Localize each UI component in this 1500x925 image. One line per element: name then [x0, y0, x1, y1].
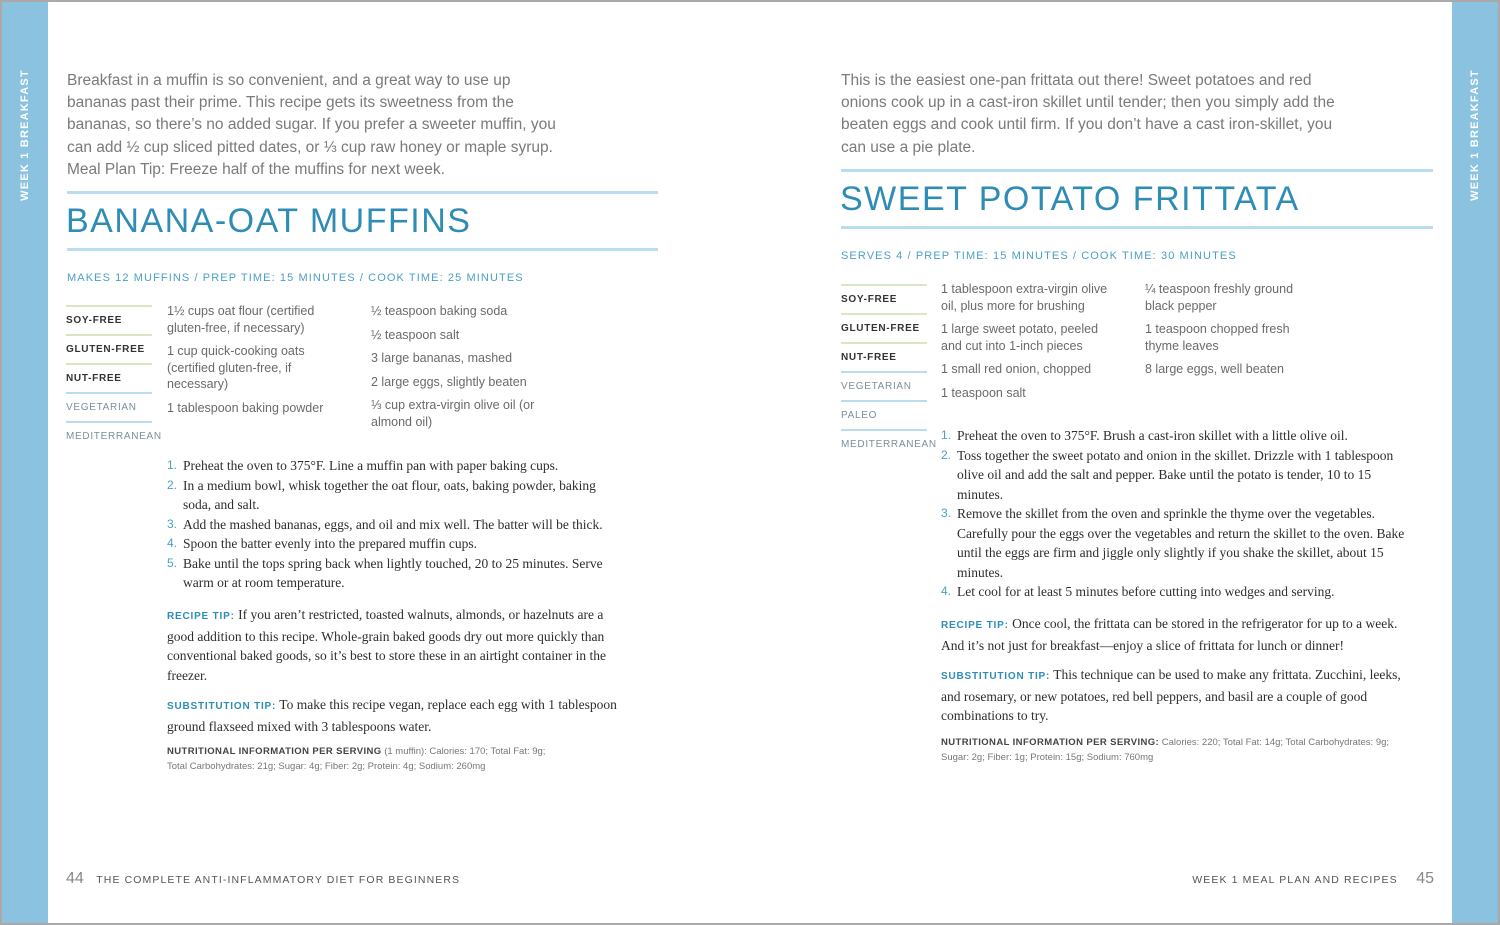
left-recipe-title: BANANA-OAT MUFFINS	[66, 202, 472, 240]
right-title-bottom-rule	[841, 226, 1433, 229]
right-diet-tags	[841, 284, 937, 458]
tag-paleo: PALEO	[841, 400, 927, 429]
step-text: Remove the skillet from the oven and sprinkle the thyme over the vegetables. Carefully pour the eggs over the vegetables and return the skillet to the oven. Bake until the eggs are firm and jiggle only slightly if you shake the skillet, about 15 minutes.	[957, 506, 1405, 580]
ingredient-item: 1 large sweet potato, peeled and cut into 1-inch pieces	[941, 322, 1099, 353]
step-number: 4.	[941, 584, 952, 598]
ingredient-item: ½ teaspoon baking soda	[371, 304, 508, 318]
recipe-tip-label: RECIPE TIP:	[167, 611, 235, 622]
tag-gluten-free: GLUTEN-FREE	[66, 334, 152, 363]
left-ingredients-col1	[167, 303, 337, 423]
right-recipe-meta: SERVES 4 / PREP TIME: 15 MINUTES / COOK TIME: 30 MINUTES	[841, 250, 1237, 262]
step-text: Preheat the oven to 375°F. Brush a cast-iron skillet with a little olive oil.	[957, 428, 1348, 443]
ingredient-item: 1 tablespoon baking powder	[167, 400, 324, 415]
left-steps	[167, 456, 627, 593]
right-side-label: WEEK 1 BREAKFAST	[1469, 69, 1481, 201]
ingredient-item: 1 teaspoon chopped fresh thyme leaves	[1145, 322, 1290, 353]
step-item	[941, 582, 1411, 602]
ingredient-item: 1½ cups oat flour (certified gluten-free, if necessary)	[167, 304, 315, 335]
recipe-tip-text: If you aren’t restricted, toasted walnuts, almonds, or hazelnuts are a good addition to this recipe. Whole-grain baked goods dry out more quickly than conventional baked goods, so it’s best to store these in an airtight container in the freezer.	[167, 607, 607, 683]
right-nutrition	[941, 736, 1406, 765]
tag-soy-free: SOY-FREE	[841, 284, 927, 313]
step-number: 2.	[167, 477, 178, 492]
tag-mediterranean: MEDITERRANEAN	[841, 429, 927, 458]
left-side-label: WEEK 1 BREAKFAST	[19, 69, 31, 201]
step-item	[167, 456, 627, 476]
nutrition-label: NUTRITIONAL INFORMATION PER SERVING:	[941, 737, 1160, 748]
left-title-bottom-rule	[67, 248, 658, 251]
left-ingredients-col2	[371, 303, 536, 437]
step-item	[167, 515, 627, 535]
footer-section-title: WEEK 1 MEAL PLAN AND RECIPES	[1192, 874, 1398, 886]
step-text: Add the mashed bananas, eggs, and oil and mix well. The batter will be thick.	[183, 516, 603, 532]
right-side-band	[1452, 2, 1498, 923]
step-item	[167, 476, 627, 515]
left-title-top-rule	[67, 191, 658, 194]
step-number: 4.	[167, 536, 178, 550]
left-footer	[66, 870, 460, 888]
page-number: 45	[1416, 870, 1434, 887]
ingredient-item: 1 tablespoon extra-virgin olive oil, plus more for brushing	[941, 282, 1108, 313]
substitution-tip-label: SUBSTITUTION TIP:	[167, 701, 277, 712]
right-footer	[1192, 870, 1434, 888]
step-number: 1.	[941, 428, 952, 442]
left-side-band	[2, 2, 48, 923]
nutrition-text: Calories: 220; Total Fat: 14g; Total Carbohydrates: 9g; Sugar: 2g; Fiber: 1g; Protein: 15g; Sodium: 760mg	[941, 737, 1390, 763]
right-ingredients-col1	[941, 281, 1119, 408]
ingredient-item: 1 teaspoon salt	[941, 385, 1026, 400]
step-text: In a medium bowl, whisk together the oat flour, oats, baking powder, baking soda, and salt.	[183, 477, 596, 512]
tag-soy-free: SOY-FREE	[66, 305, 152, 334]
ingredient-item: 8 large eggs, well beaten	[1145, 362, 1284, 376]
step-number: 1.	[167, 458, 178, 472]
left-substitution-tip	[167, 695, 619, 736]
footer-book-title: THE COMPLETE ANTI-INFLAMMATORY DIET FOR BEGINNERS	[96, 874, 461, 886]
right-steps	[941, 426, 1411, 602]
step-text: Let cool for at least 5 minutes before cutting into wedges and serving.	[957, 584, 1335, 599]
ingredient-item: 1 cup quick-cooking oats (certified gluten-free, if necessary)	[167, 344, 305, 391]
step-text: Preheat the oven to 375°F. Line a muffin pan with paper baking cups.	[183, 458, 559, 473]
right-ingredients-col2	[1145, 281, 1295, 385]
tag-mediterranean: MEDITERRANEAN	[66, 421, 152, 450]
ingredient-item: ⅓ cup extra-virgin olive oil (or almond oil)	[371, 398, 535, 429]
step-item	[941, 426, 1411, 446]
step-number: 2.	[941, 447, 952, 462]
substitution-tip-text: To make this recipe vegan, replace each egg with 1 tablespoon ground flaxseed mixed with 3 tablespoons water.	[167, 697, 617, 734]
right-recipe-tip	[941, 614, 1411, 655]
page-number: 44	[66, 870, 84, 887]
substitution-tip-label: SUBSTITUTION TIP:	[941, 671, 1051, 682]
step-text: Bake until the tops spring back when lightly touched, 20 to 25 minutes. Serve warm or at room temperature.	[183, 555, 603, 590]
right-title-top-rule	[841, 169, 1433, 172]
substitution-tip-text: This technique can be used to make any frittata. Zucchini, leeks, and rosemary, or new potatoes, red bell peppers, and basil are a couple of good combinations to try.	[941, 667, 1401, 723]
right-intro: This is the easiest one-pan frittata out there! Sweet potatoes and red onions cook up in a cast-iron skillet until tender; then you simply add the beaten eggs and cook until firm. If you don’t have a cast iron-skillet, you can use a pie plate.	[841, 72, 1335, 156]
tag-vegetarian: VEGETARIAN	[841, 371, 927, 400]
nutrition-label: NUTRITIONAL INFORMATION PER SERVING	[167, 746, 382, 757]
step-item	[941, 504, 1411, 582]
right-substitution-tip	[941, 665, 1411, 726]
left-recipe-meta: MAKES 12 MUFFINS / PREP TIME: 15 MINUTES / COOK TIME: 25 MINUTES	[67, 272, 524, 284]
left-nutrition	[167, 745, 567, 774]
step-text: Toss together the sweet potato and onion in the skillet. Drizzle with 1 tablespoon olive oil and add the salt and pepper. Bake until the potato is tender, 10 to 15 minutes.	[957, 447, 1394, 502]
step-item	[941, 446, 1411, 505]
tag-nut-free: NUT-FREE	[841, 342, 927, 371]
recipe-tip-text: Once cool, the frittata can be stored in the refrigerator for up to a week. And it’s not just for breakfast—enjoy a slice of frittata for lunch or dinner!	[941, 616, 1398, 653]
ingredient-item: ½ teaspoon salt	[371, 327, 460, 342]
left-intro: Breakfast in a muffin is so convenient, and a great way to use up bananas past their prime. This recipe gets its sweetness from the bananas, so there’s no added sugar. If you prefer a sweeter muffin, you can add ½ cup sliced pitted dates, or ⅓ cup raw honey or maple syrup. Meal Plan Tip: Freeze half of the muffins for next week.	[67, 72, 556, 178]
ingredient-item: 2 large eggs, slightly beaten	[371, 374, 527, 389]
left-recipe-tip	[167, 605, 619, 685]
left-diet-tags	[66, 305, 162, 450]
step-number: 3.	[167, 516, 178, 531]
ingredient-item: 3 large bananas, mashed	[371, 351, 513, 365]
step-number: 3.	[941, 506, 952, 520]
step-item	[167, 534, 627, 554]
right-recipe-title: SWEET POTATO FRITTATA	[840, 180, 1300, 218]
nutrition-text: (1 muffin): Calories: 170; Total Fat: 9g; Total Carbohydrates: 21g; Sugar: 4g; Fiber: 2g; Protein: 4g; Sodium: 260mg	[167, 746, 546, 772]
step-number: 5.	[167, 555, 178, 570]
tag-gluten-free: GLUTEN-FREE	[841, 313, 927, 342]
step-text: Spoon the batter evenly into the prepared muffin cups.	[183, 536, 478, 551]
ingredient-item: ¼ teaspoon freshly ground black pepper	[1145, 282, 1294, 313]
tag-vegetarian: VEGETARIAN	[66, 392, 152, 421]
tag-nut-free: NUT-FREE	[66, 363, 152, 392]
step-item	[167, 554, 627, 593]
ingredient-item: 1 small red onion, chopped	[941, 362, 1092, 376]
recipe-tip-label: RECIPE TIP:	[941, 620, 1009, 631]
